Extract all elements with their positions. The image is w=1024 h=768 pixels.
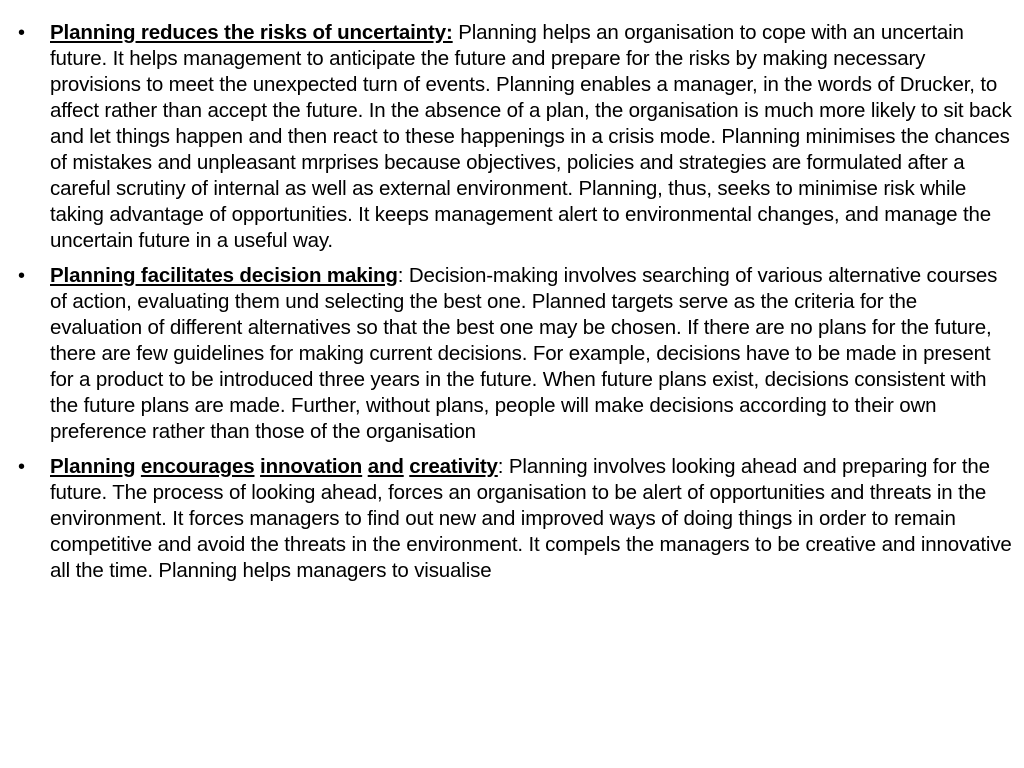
bullet-item-innovation bbox=[14, 454, 1012, 584]
bullet-list bbox=[14, 20, 1012, 584]
bullet-heading-word: innovation bbox=[260, 455, 363, 478]
bullet-text: : Planning involves looking ahead and preparing for the future. The process of looking ahead, forces an organisation to be alert of opportunities and threats in the environment. It forces managers to find out new and improved ways of doing things in order to remain competitive and avoid the threats in the environment. It compels the managers to be creative and innovative all the time. Planning helps managers to visualise bbox=[50, 455, 1012, 582]
bullet-item-uncertainty bbox=[14, 20, 1012, 254]
bullet-heading: Planning reduces the risks of uncertainty: bbox=[50, 21, 453, 44]
bullet-text: Planning helps an organisation to cope with an uncertain future. It helps management to anticipate the future and prepare for the risks by making necessary provisions to meet the unexpected turn of events. Planning enables a manager, in the words of Drucker, to affect rather than accept the future. In the absence of a plan, the organisation is much more likely to sit back and let things happen and then react to these happenings in a crisis mode. Planning minimises the chances of mistakes and unpleasant mrprises because objectives, policies and strategies are formulated after a careful scrutiny of internal as well as external environment. Planning, thus, seeks to minimise risk while taking advantage of opportunities. It keeps management alert to environmental changes, and manage the uncertain future in a useful way. bbox=[50, 21, 1012, 252]
bullet-heading: Planning facilitates decision making bbox=[50, 264, 398, 287]
bullet-item-decision-making bbox=[14, 263, 1012, 445]
bullet-dot-icon: • bbox=[18, 265, 25, 287]
bullet-text: : Decision-making involves searching of various alternative courses of action, evaluating them und selecting the best one. Planned targets serve as the criteria for the evaluation of different alternatives so that the best one may be chosen. If there are no plans for the future, there are few guidelines for making current decisions. For example, decisions have to be made in present for a product to be introduced three years in the future. When future plans exist, decisions consistent with the future plans are made. Further, without plans, people will make decisions according to their own preference rather than those of the organisation bbox=[50, 264, 998, 443]
bullet-heading-word: encourages bbox=[140, 455, 255, 478]
bullet-heading-word: Planning bbox=[50, 455, 136, 478]
bullet-dot-icon: • bbox=[18, 456, 25, 478]
bullet-dot-icon: • bbox=[18, 22, 25, 44]
bullet-heading-word: and bbox=[367, 455, 404, 478]
bullet-heading-word: creativity bbox=[409, 455, 498, 478]
